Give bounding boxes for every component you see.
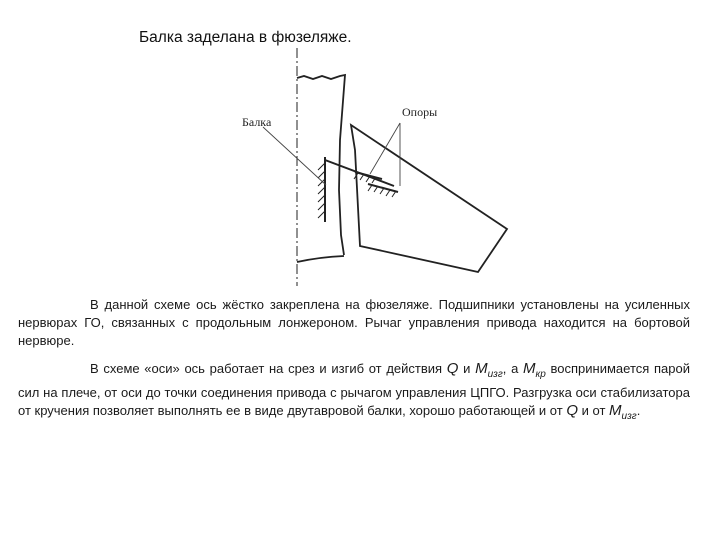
paragraph-2 — [18, 360, 690, 426]
slide-title: Балка заделана в фюзеляже. — [139, 29, 352, 46]
symbol-m-bending-2: $M_{изг}$ — [609, 402, 637, 422]
beam-leader — [263, 127, 326, 185]
p2-end: . — [636, 403, 641, 418]
symbol-m-torsion: $M_{кр}$ — [523, 360, 546, 380]
fuselage-bottom-edge — [297, 256, 344, 262]
symbol-m-bending: $M_{изг}$ — [475, 360, 503, 380]
p2-text-2: воспринимается парой сил на плече, от оси до точки соединения привода с рычагом управления ЦПГО. Разгрузка оси стабилизатора от кручения позволяет выполнять ее в виде двутавровой балки, хорошо работающей и от — [18, 361, 690, 418]
p2-comma-a: , а — [502, 361, 519, 376]
p2-and-1: и — [463, 361, 471, 376]
p2-and-2: и от — [581, 403, 606, 418]
symbol-q: Q — [446, 360, 459, 377]
label-beam: Балка — [242, 115, 272, 129]
supports-leader-1 — [370, 123, 400, 174]
stabilizer-outline — [351, 125, 507, 272]
paragraph-1: В данной схеме ось жёстко закреплена на фюзеляже. Подшипники установлены на усиленных нервюрах ГО, связанных с продольным лонжероном. Рычаг управления привода находится на бортовой нервюре. — [18, 297, 690, 348]
p2-text-1: В схеме «оси» ось работает на срез и изгиб от действия — [90, 361, 443, 376]
clamp-hatching — [318, 163, 325, 218]
symbol-q-2: Q — [566, 402, 579, 419]
label-supports: Опоры — [402, 105, 438, 119]
